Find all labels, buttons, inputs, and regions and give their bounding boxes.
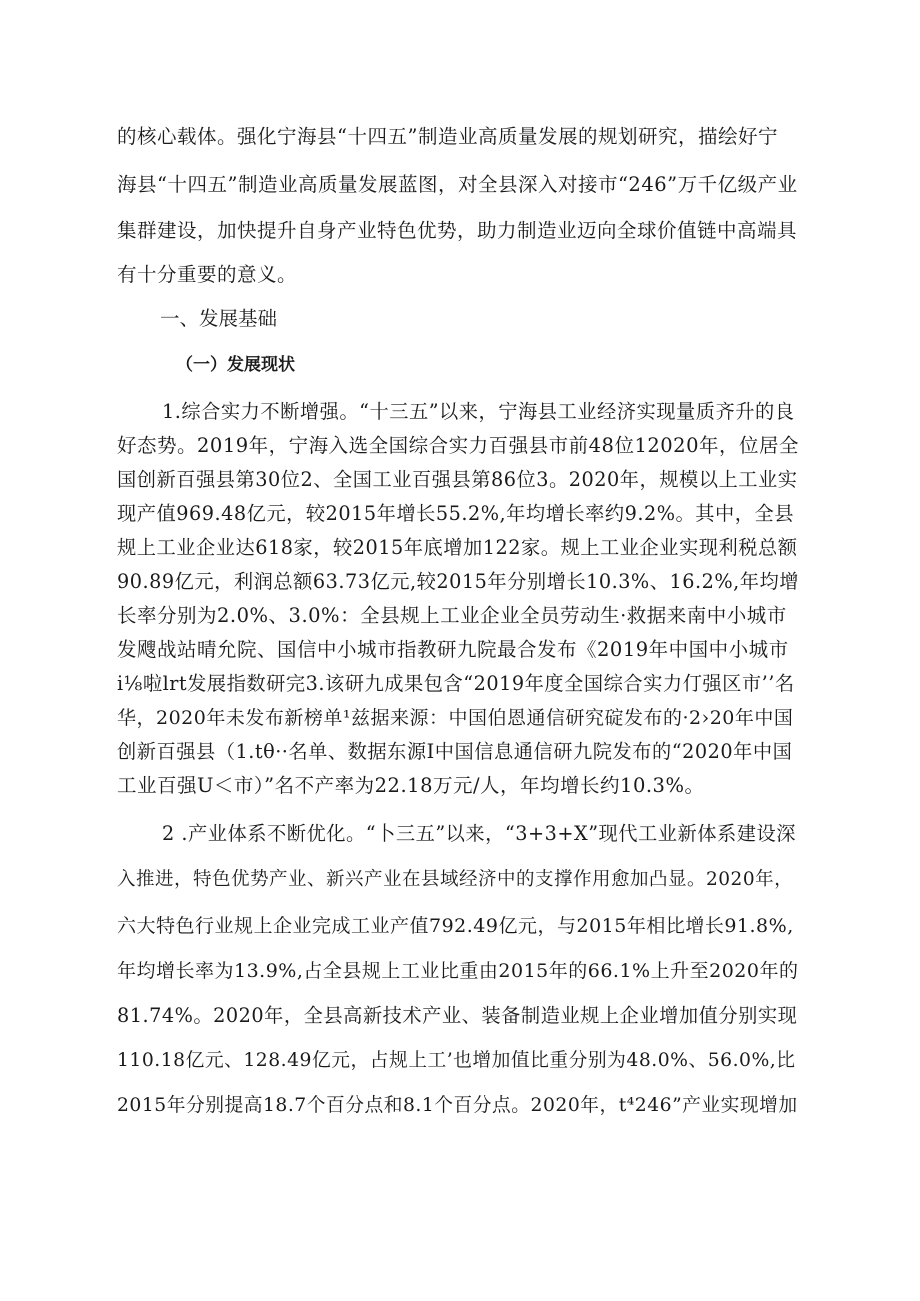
para1-line-4: 现产值969.48亿元，较2015年增长55.2%,年均增长率约9.2%。其中，全县 xyxy=(117,502,795,525)
para1-line-12: 工业百强U＜市）”名不产率为22.18万元/人，年均增长约10.3%。 xyxy=(117,774,705,797)
subsection-heading: （一）发展现状 xyxy=(176,355,295,375)
intro-line-1: 的核心载体。强化宁海县“十四五”制造业高质量发展的规划研究，描绘好宁 xyxy=(117,125,778,148)
para1-line-8: 发飕战站晴允院、国信中小城市指教研九院最合发布《2019年中国中小城市 xyxy=(117,638,789,661)
para1-line-10: 华，2020年未发布新榜单¹兹据来源：中国伯恩通信研究碇发布的·2›20年中国 xyxy=(117,707,794,729)
para1-line-3: 国创新百强县第30位2、全国工业百强县第86位3。2020年，规模以上工业实 xyxy=(117,468,798,491)
intro-line-3: 集群建设，加快提升自身产业特色优势，助力制造业迈向全球价值链中高端具 xyxy=(117,219,798,242)
para1-line-2: 好态势。2019年，宁海入选全国综合实力百强县市前48位12020年，位居全 xyxy=(117,434,799,457)
para1-line-7: 长率分别为2.0%、3.0%：全县规上工业企业全员劳动生·救据来南中小城市 xyxy=(117,604,787,627)
para2-line-5: 81.74%。2020年，全县高新技术产业、装备制造业规上企业增加值分别实现 xyxy=(117,1004,798,1027)
intro-line-2: 海县“十四五”制造业高质量发展蓝图，对全县深入对接市“246”万千亿级产业 xyxy=(117,173,798,196)
para1-line-6: 90.89亿元，利润总额63.73亿元,较2015年分别增长10.3%、16.2%,年均增 xyxy=(117,570,799,593)
para1-line-9: i⅛啦lrt发展指数研完3.该研九成果包含“2019年度全国综合实力仃强区市’’名 xyxy=(117,672,795,695)
para2-line-6: 110.18亿元、128.49亿元，占规上工’也增加值比重分别为48.0%、56.0%,比 xyxy=(117,1050,796,1071)
para2-line-1: 2 .产业体系不断优化。“卜三五”以来，“3+3+X”现代工业新体系建设深 xyxy=(162,822,797,845)
para2-line-2: 入推进，特色优势产业、新兴产业在县域经济中的支撑作用愈加凸显。2020年， xyxy=(117,869,794,890)
para1-line-11: 创新百强县（1.tθ··名单、数据东源I中国信息通信研九院发布的“2020年中国 xyxy=(117,740,793,763)
para2-line-4: 年均增长率为13.9%,占全县规上工业比重由2015年的66.1%上升至2020年的 xyxy=(117,960,799,982)
para1-line-1: 1.综合实力不断增强。“十三五”以来，宁海县工业经济实现量质齐升的良 xyxy=(162,400,795,423)
para2-line-3: 六大特色行业规上企业完成工业产值792.49亿元，与2015年相比增长91.8%, xyxy=(117,915,794,937)
para1-line-5: 规上工业企业达618家，较2015年底增加122家。规上工业企业实现利税总额 xyxy=(117,536,798,559)
para2-line-7: 2015年分别提高18.7个百分点和8.1个百分点。2020年，t⁴246”产业实现增加 xyxy=(117,1095,798,1116)
section-heading: 一、发展基础 xyxy=(160,307,278,330)
intro-line-4: 有十分重要的意义。 xyxy=(117,263,298,286)
